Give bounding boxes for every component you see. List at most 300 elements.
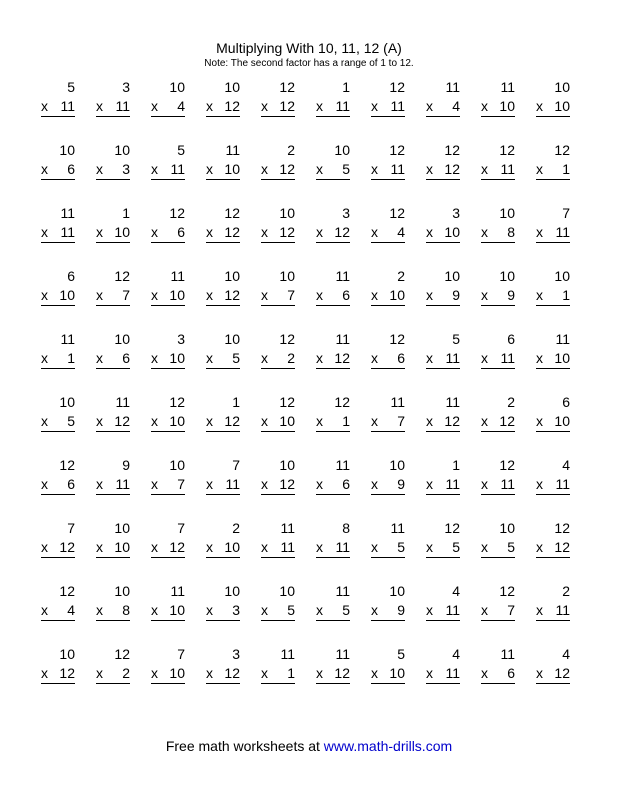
second-factor-row bbox=[96, 97, 130, 117]
second-factor: 1 bbox=[287, 665, 295, 681]
second-factor-row bbox=[481, 286, 515, 306]
problem bbox=[206, 330, 240, 393]
second-factor-row bbox=[316, 160, 350, 180]
second-factor-row bbox=[41, 475, 75, 495]
second-factor-row bbox=[316, 475, 350, 495]
second-factor: 11 bbox=[445, 602, 460, 618]
multiply-sign: x bbox=[41, 665, 48, 681]
second-factor: 8 bbox=[122, 602, 130, 618]
first-factor: 2 bbox=[397, 268, 405, 284]
second-factor: 1 bbox=[562, 161, 570, 177]
first-factor: 3 bbox=[342, 205, 350, 221]
second-factor-row bbox=[96, 160, 130, 180]
problem bbox=[481, 393, 515, 456]
second-factor: 12 bbox=[169, 539, 185, 555]
second-factor: 12 bbox=[224, 98, 240, 114]
second-factor: 11 bbox=[115, 98, 130, 114]
multiply-sign: x bbox=[426, 350, 433, 366]
multiply-sign: x bbox=[536, 287, 543, 303]
second-factor: 7 bbox=[177, 476, 185, 492]
second-factor-row bbox=[426, 664, 460, 684]
multiply-sign: x bbox=[316, 224, 323, 240]
first-factor: 10 bbox=[59, 142, 75, 158]
first-factor: 10 bbox=[224, 331, 240, 347]
problem bbox=[206, 204, 240, 267]
second-factor: 10 bbox=[554, 98, 570, 114]
first-factor: 11 bbox=[335, 457, 350, 473]
second-factor: 6 bbox=[67, 476, 75, 492]
multiply-sign: x bbox=[206, 476, 213, 492]
second-factor-row bbox=[371, 349, 405, 369]
second-factor: 10 bbox=[114, 224, 130, 240]
second-factor-row bbox=[151, 475, 185, 495]
problem bbox=[261, 519, 295, 582]
first-factor: 12 bbox=[554, 520, 570, 536]
multiply-sign: x bbox=[536, 665, 543, 681]
second-factor: 7 bbox=[397, 413, 405, 429]
second-factor-row bbox=[536, 664, 570, 684]
second-factor: 5 bbox=[342, 161, 350, 177]
problem bbox=[371, 519, 405, 582]
multiply-sign: x bbox=[481, 413, 488, 429]
second-factor-row bbox=[206, 349, 240, 369]
multiply-sign: x bbox=[41, 476, 48, 492]
second-factor: 10 bbox=[59, 287, 75, 303]
first-factor: 6 bbox=[562, 394, 570, 410]
problem bbox=[481, 582, 515, 645]
problem bbox=[261, 330, 295, 393]
second-factor-row bbox=[316, 97, 350, 117]
multiply-sign: x bbox=[206, 413, 213, 429]
second-factor-row bbox=[481, 664, 515, 684]
second-factor-row bbox=[151, 97, 185, 117]
problem bbox=[96, 330, 130, 393]
second-factor-row bbox=[96, 223, 130, 243]
multiply-sign: x bbox=[96, 98, 103, 114]
first-factor: 3 bbox=[122, 79, 130, 95]
second-factor-row bbox=[206, 538, 240, 558]
second-factor-row bbox=[426, 286, 460, 306]
second-factor: 6 bbox=[342, 476, 350, 492]
second-factor: 10 bbox=[169, 413, 185, 429]
problem bbox=[316, 456, 350, 519]
multiply-sign: x bbox=[96, 413, 103, 429]
first-factor: 10 bbox=[444, 268, 460, 284]
second-factor: 6 bbox=[342, 287, 350, 303]
footer bbox=[0, 738, 618, 754]
first-factor: 10 bbox=[59, 394, 75, 410]
second-factor-row bbox=[151, 349, 185, 369]
first-factor: 11 bbox=[500, 646, 515, 662]
problem bbox=[206, 393, 240, 456]
multiply-sign: x bbox=[316, 350, 323, 366]
second-factor: 12 bbox=[224, 224, 240, 240]
multiply-sign: x bbox=[96, 161, 103, 177]
first-factor: 11 bbox=[115, 394, 130, 410]
second-factor: 11 bbox=[280, 539, 295, 555]
second-factor-row bbox=[536, 601, 570, 621]
second-factor: 12 bbox=[279, 224, 295, 240]
second-factor: 11 bbox=[60, 224, 75, 240]
second-factor: 5 bbox=[507, 539, 515, 555]
first-factor: 7 bbox=[232, 457, 240, 473]
problem bbox=[316, 204, 350, 267]
problem bbox=[151, 330, 185, 393]
first-factor: 12 bbox=[279, 394, 295, 410]
second-factor-row bbox=[316, 412, 350, 432]
second-factor: 11 bbox=[555, 602, 570, 618]
second-factor: 10 bbox=[224, 539, 240, 555]
second-factor-row bbox=[481, 412, 515, 432]
problem bbox=[206, 582, 240, 645]
problem bbox=[426, 645, 460, 708]
problem bbox=[426, 78, 460, 141]
problem bbox=[96, 141, 130, 204]
problem bbox=[41, 141, 75, 204]
problem bbox=[426, 582, 460, 645]
multiply-sign: x bbox=[536, 413, 543, 429]
second-factor-row bbox=[41, 538, 75, 558]
first-factor: 12 bbox=[59, 457, 75, 473]
second-factor: 4 bbox=[397, 224, 405, 240]
problem bbox=[206, 267, 240, 330]
multiply-sign: x bbox=[206, 98, 213, 114]
second-factor-row bbox=[96, 538, 130, 558]
second-factor: 12 bbox=[334, 350, 350, 366]
second-factor-row bbox=[151, 223, 185, 243]
problem bbox=[481, 645, 515, 708]
second-factor-row bbox=[371, 286, 405, 306]
second-factor: 5 bbox=[67, 413, 75, 429]
multiply-sign: x bbox=[536, 224, 543, 240]
problem bbox=[536, 78, 570, 141]
second-factor-row bbox=[96, 601, 130, 621]
first-factor: 10 bbox=[279, 457, 295, 473]
multiply-sign: x bbox=[206, 287, 213, 303]
first-factor: 12 bbox=[114, 268, 130, 284]
second-factor-row bbox=[481, 475, 515, 495]
first-factor: 6 bbox=[507, 331, 515, 347]
first-factor: 11 bbox=[390, 394, 405, 410]
problem bbox=[41, 204, 75, 267]
second-factor-row bbox=[426, 160, 460, 180]
second-factor: 12 bbox=[279, 98, 295, 114]
first-factor: 10 bbox=[334, 142, 350, 158]
multiply-sign: x bbox=[316, 161, 323, 177]
problem bbox=[206, 519, 240, 582]
second-factor: 11 bbox=[335, 98, 350, 114]
first-factor: 11 bbox=[335, 583, 350, 599]
first-factor: 8 bbox=[342, 520, 350, 536]
second-factor: 10 bbox=[224, 161, 240, 177]
second-factor-row bbox=[426, 475, 460, 495]
second-factor-row bbox=[481, 538, 515, 558]
second-factor: 4 bbox=[452, 98, 460, 114]
multiply-sign: x bbox=[481, 98, 488, 114]
second-factor-row bbox=[316, 223, 350, 243]
first-factor: 9 bbox=[122, 457, 130, 473]
second-factor-row bbox=[261, 412, 295, 432]
first-factor: 12 bbox=[444, 520, 460, 536]
multiply-sign: x bbox=[96, 539, 103, 555]
second-factor-row bbox=[481, 349, 515, 369]
problem bbox=[151, 393, 185, 456]
second-factor: 12 bbox=[224, 665, 240, 681]
second-factor-row bbox=[371, 160, 405, 180]
second-factor-row bbox=[96, 286, 130, 306]
multiply-sign: x bbox=[371, 539, 378, 555]
problem bbox=[316, 267, 350, 330]
problem bbox=[151, 267, 185, 330]
problem bbox=[426, 267, 460, 330]
second-factor-row bbox=[536, 349, 570, 369]
second-factor: 1 bbox=[342, 413, 350, 429]
first-factor: 10 bbox=[224, 268, 240, 284]
second-factor: 7 bbox=[122, 287, 130, 303]
multiply-sign: x bbox=[206, 161, 213, 177]
first-factor: 12 bbox=[224, 205, 240, 221]
multiply-sign: x bbox=[151, 98, 158, 114]
second-factor: 1 bbox=[562, 287, 570, 303]
second-factor-row bbox=[151, 601, 185, 621]
multiply-sign: x bbox=[261, 602, 268, 618]
second-factor-row bbox=[151, 538, 185, 558]
multiply-sign: x bbox=[316, 602, 323, 618]
second-factor-row bbox=[426, 538, 460, 558]
second-factor-row bbox=[206, 475, 240, 495]
second-factor: 11 bbox=[555, 476, 570, 492]
first-factor: 12 bbox=[389, 205, 405, 221]
multiply-sign: x bbox=[96, 350, 103, 366]
first-factor: 2 bbox=[232, 520, 240, 536]
first-factor: 12 bbox=[169, 394, 185, 410]
multiply-sign: x bbox=[206, 602, 213, 618]
second-factor: 12 bbox=[499, 413, 515, 429]
problem bbox=[371, 78, 405, 141]
multiply-sign: x bbox=[261, 350, 268, 366]
second-factor-row bbox=[261, 538, 295, 558]
problem bbox=[481, 78, 515, 141]
second-factor-row bbox=[96, 664, 130, 684]
problem bbox=[536, 267, 570, 330]
multiply-sign: x bbox=[426, 602, 433, 618]
multiply-sign: x bbox=[206, 539, 213, 555]
problem bbox=[481, 204, 515, 267]
second-factor: 9 bbox=[397, 602, 405, 618]
second-factor: 9 bbox=[507, 287, 515, 303]
first-factor: 7 bbox=[177, 646, 185, 662]
problem bbox=[316, 582, 350, 645]
second-factor: 6 bbox=[122, 350, 130, 366]
first-factor: 10 bbox=[169, 79, 185, 95]
first-factor: 4 bbox=[562, 646, 570, 662]
multiply-sign: x bbox=[151, 413, 158, 429]
second-factor: 9 bbox=[452, 287, 460, 303]
second-factor: 10 bbox=[169, 350, 185, 366]
second-factor-row bbox=[371, 664, 405, 684]
second-factor: 11 bbox=[500, 350, 515, 366]
multiply-sign: x bbox=[41, 161, 48, 177]
problem bbox=[261, 141, 295, 204]
second-factor-row bbox=[481, 601, 515, 621]
multiply-sign: x bbox=[426, 476, 433, 492]
first-factor: 11 bbox=[170, 268, 185, 284]
first-factor: 3 bbox=[177, 331, 185, 347]
multiply-sign: x bbox=[426, 665, 433, 681]
problem bbox=[481, 141, 515, 204]
second-factor-row bbox=[261, 475, 295, 495]
problem bbox=[426, 330, 460, 393]
second-factor-row bbox=[536, 475, 570, 495]
second-factor: 10 bbox=[554, 413, 570, 429]
second-factor: 12 bbox=[224, 287, 240, 303]
second-factor-row bbox=[536, 223, 570, 243]
second-factor-row bbox=[96, 475, 130, 495]
multiply-sign: x bbox=[536, 476, 543, 492]
second-factor-row bbox=[536, 538, 570, 558]
second-factor-row bbox=[151, 412, 185, 432]
first-factor: 10 bbox=[554, 268, 570, 284]
problem bbox=[151, 141, 185, 204]
first-factor: 10 bbox=[499, 268, 515, 284]
second-factor: 5 bbox=[342, 602, 350, 618]
second-factor: 12 bbox=[59, 539, 75, 555]
first-factor: 1 bbox=[232, 394, 240, 410]
second-factor-row bbox=[481, 160, 515, 180]
second-factor: 10 bbox=[444, 224, 460, 240]
first-factor: 10 bbox=[279, 268, 295, 284]
first-factor: 12 bbox=[279, 331, 295, 347]
multiply-sign: x bbox=[151, 161, 158, 177]
second-factor-row bbox=[41, 286, 75, 306]
second-factor: 8 bbox=[507, 224, 515, 240]
second-factor: 11 bbox=[500, 161, 515, 177]
multiply-sign: x bbox=[481, 350, 488, 366]
second-factor-row bbox=[481, 223, 515, 243]
first-factor: 10 bbox=[224, 583, 240, 599]
second-factor: 12 bbox=[444, 161, 460, 177]
second-factor: 11 bbox=[225, 476, 240, 492]
multiply-sign: x bbox=[261, 224, 268, 240]
second-factor: 11 bbox=[170, 161, 185, 177]
problem bbox=[206, 645, 240, 708]
first-factor: 12 bbox=[389, 142, 405, 158]
multiply-sign: x bbox=[481, 665, 488, 681]
multiply-sign: x bbox=[316, 287, 323, 303]
multiply-sign: x bbox=[481, 602, 488, 618]
first-factor: 4 bbox=[452, 583, 460, 599]
second-factor: 7 bbox=[287, 287, 295, 303]
second-factor-row bbox=[426, 601, 460, 621]
second-factor-row bbox=[426, 349, 460, 369]
second-factor: 5 bbox=[232, 350, 240, 366]
problem bbox=[96, 582, 130, 645]
multiply-sign: x bbox=[536, 539, 543, 555]
problem bbox=[536, 456, 570, 519]
second-factor: 11 bbox=[500, 476, 515, 492]
first-factor: 2 bbox=[507, 394, 515, 410]
problem bbox=[426, 393, 460, 456]
second-factor: 11 bbox=[60, 98, 75, 114]
second-factor: 10 bbox=[279, 413, 295, 429]
problem bbox=[261, 456, 295, 519]
second-factor: 11 bbox=[115, 476, 130, 492]
multiply-sign: x bbox=[206, 224, 213, 240]
first-factor: 10 bbox=[114, 331, 130, 347]
problem bbox=[96, 267, 130, 330]
problem bbox=[426, 456, 460, 519]
second-factor: 10 bbox=[169, 287, 185, 303]
problem bbox=[371, 393, 405, 456]
footer-link[interactable]: www.math-drills.com bbox=[323, 738, 453, 754]
problem bbox=[536, 204, 570, 267]
second-factor-row bbox=[96, 349, 130, 369]
first-factor: 11 bbox=[335, 331, 350, 347]
first-factor: 7 bbox=[177, 520, 185, 536]
second-factor-row bbox=[371, 601, 405, 621]
problem bbox=[96, 204, 130, 267]
second-factor-row bbox=[316, 538, 350, 558]
second-factor-row bbox=[41, 349, 75, 369]
problem bbox=[371, 456, 405, 519]
footer-text: Free math worksheets at bbox=[165, 738, 324, 754]
second-factor-row bbox=[206, 286, 240, 306]
second-factor-row bbox=[151, 664, 185, 684]
second-factor-row bbox=[316, 664, 350, 684]
multiply-sign: x bbox=[481, 161, 488, 177]
second-factor: 4 bbox=[67, 602, 75, 618]
problem bbox=[151, 204, 185, 267]
problem bbox=[206, 141, 240, 204]
multiply-sign: x bbox=[261, 287, 268, 303]
second-factor: 11 bbox=[445, 476, 460, 492]
first-factor: 5 bbox=[177, 142, 185, 158]
multiply-sign: x bbox=[151, 539, 158, 555]
first-factor: 10 bbox=[114, 583, 130, 599]
problem bbox=[41, 519, 75, 582]
second-factor-row bbox=[41, 664, 75, 684]
problem bbox=[261, 582, 295, 645]
first-factor: 11 bbox=[170, 583, 185, 599]
second-factor: 12 bbox=[444, 413, 460, 429]
multiply-sign: x bbox=[536, 98, 543, 114]
second-factor-row bbox=[261, 223, 295, 243]
problem bbox=[371, 582, 405, 645]
second-factor-row bbox=[206, 223, 240, 243]
multiply-sign: x bbox=[261, 665, 268, 681]
problem bbox=[96, 78, 130, 141]
multiply-sign: x bbox=[426, 539, 433, 555]
problem bbox=[261, 645, 295, 708]
first-factor: 11 bbox=[445, 79, 460, 95]
first-factor: 11 bbox=[280, 646, 295, 662]
second-factor-row bbox=[261, 601, 295, 621]
second-factor-row bbox=[371, 538, 405, 558]
second-factor-row bbox=[536, 97, 570, 117]
multiply-sign: x bbox=[371, 602, 378, 618]
problem bbox=[41, 267, 75, 330]
problem bbox=[371, 645, 405, 708]
problem bbox=[536, 393, 570, 456]
problem bbox=[96, 645, 130, 708]
multiply-sign: x bbox=[371, 224, 378, 240]
first-factor: 12 bbox=[499, 583, 515, 599]
problem bbox=[41, 582, 75, 645]
second-factor-row bbox=[371, 97, 405, 117]
multiply-sign: x bbox=[151, 224, 158, 240]
first-factor: 10 bbox=[279, 583, 295, 599]
second-factor: 6 bbox=[67, 161, 75, 177]
